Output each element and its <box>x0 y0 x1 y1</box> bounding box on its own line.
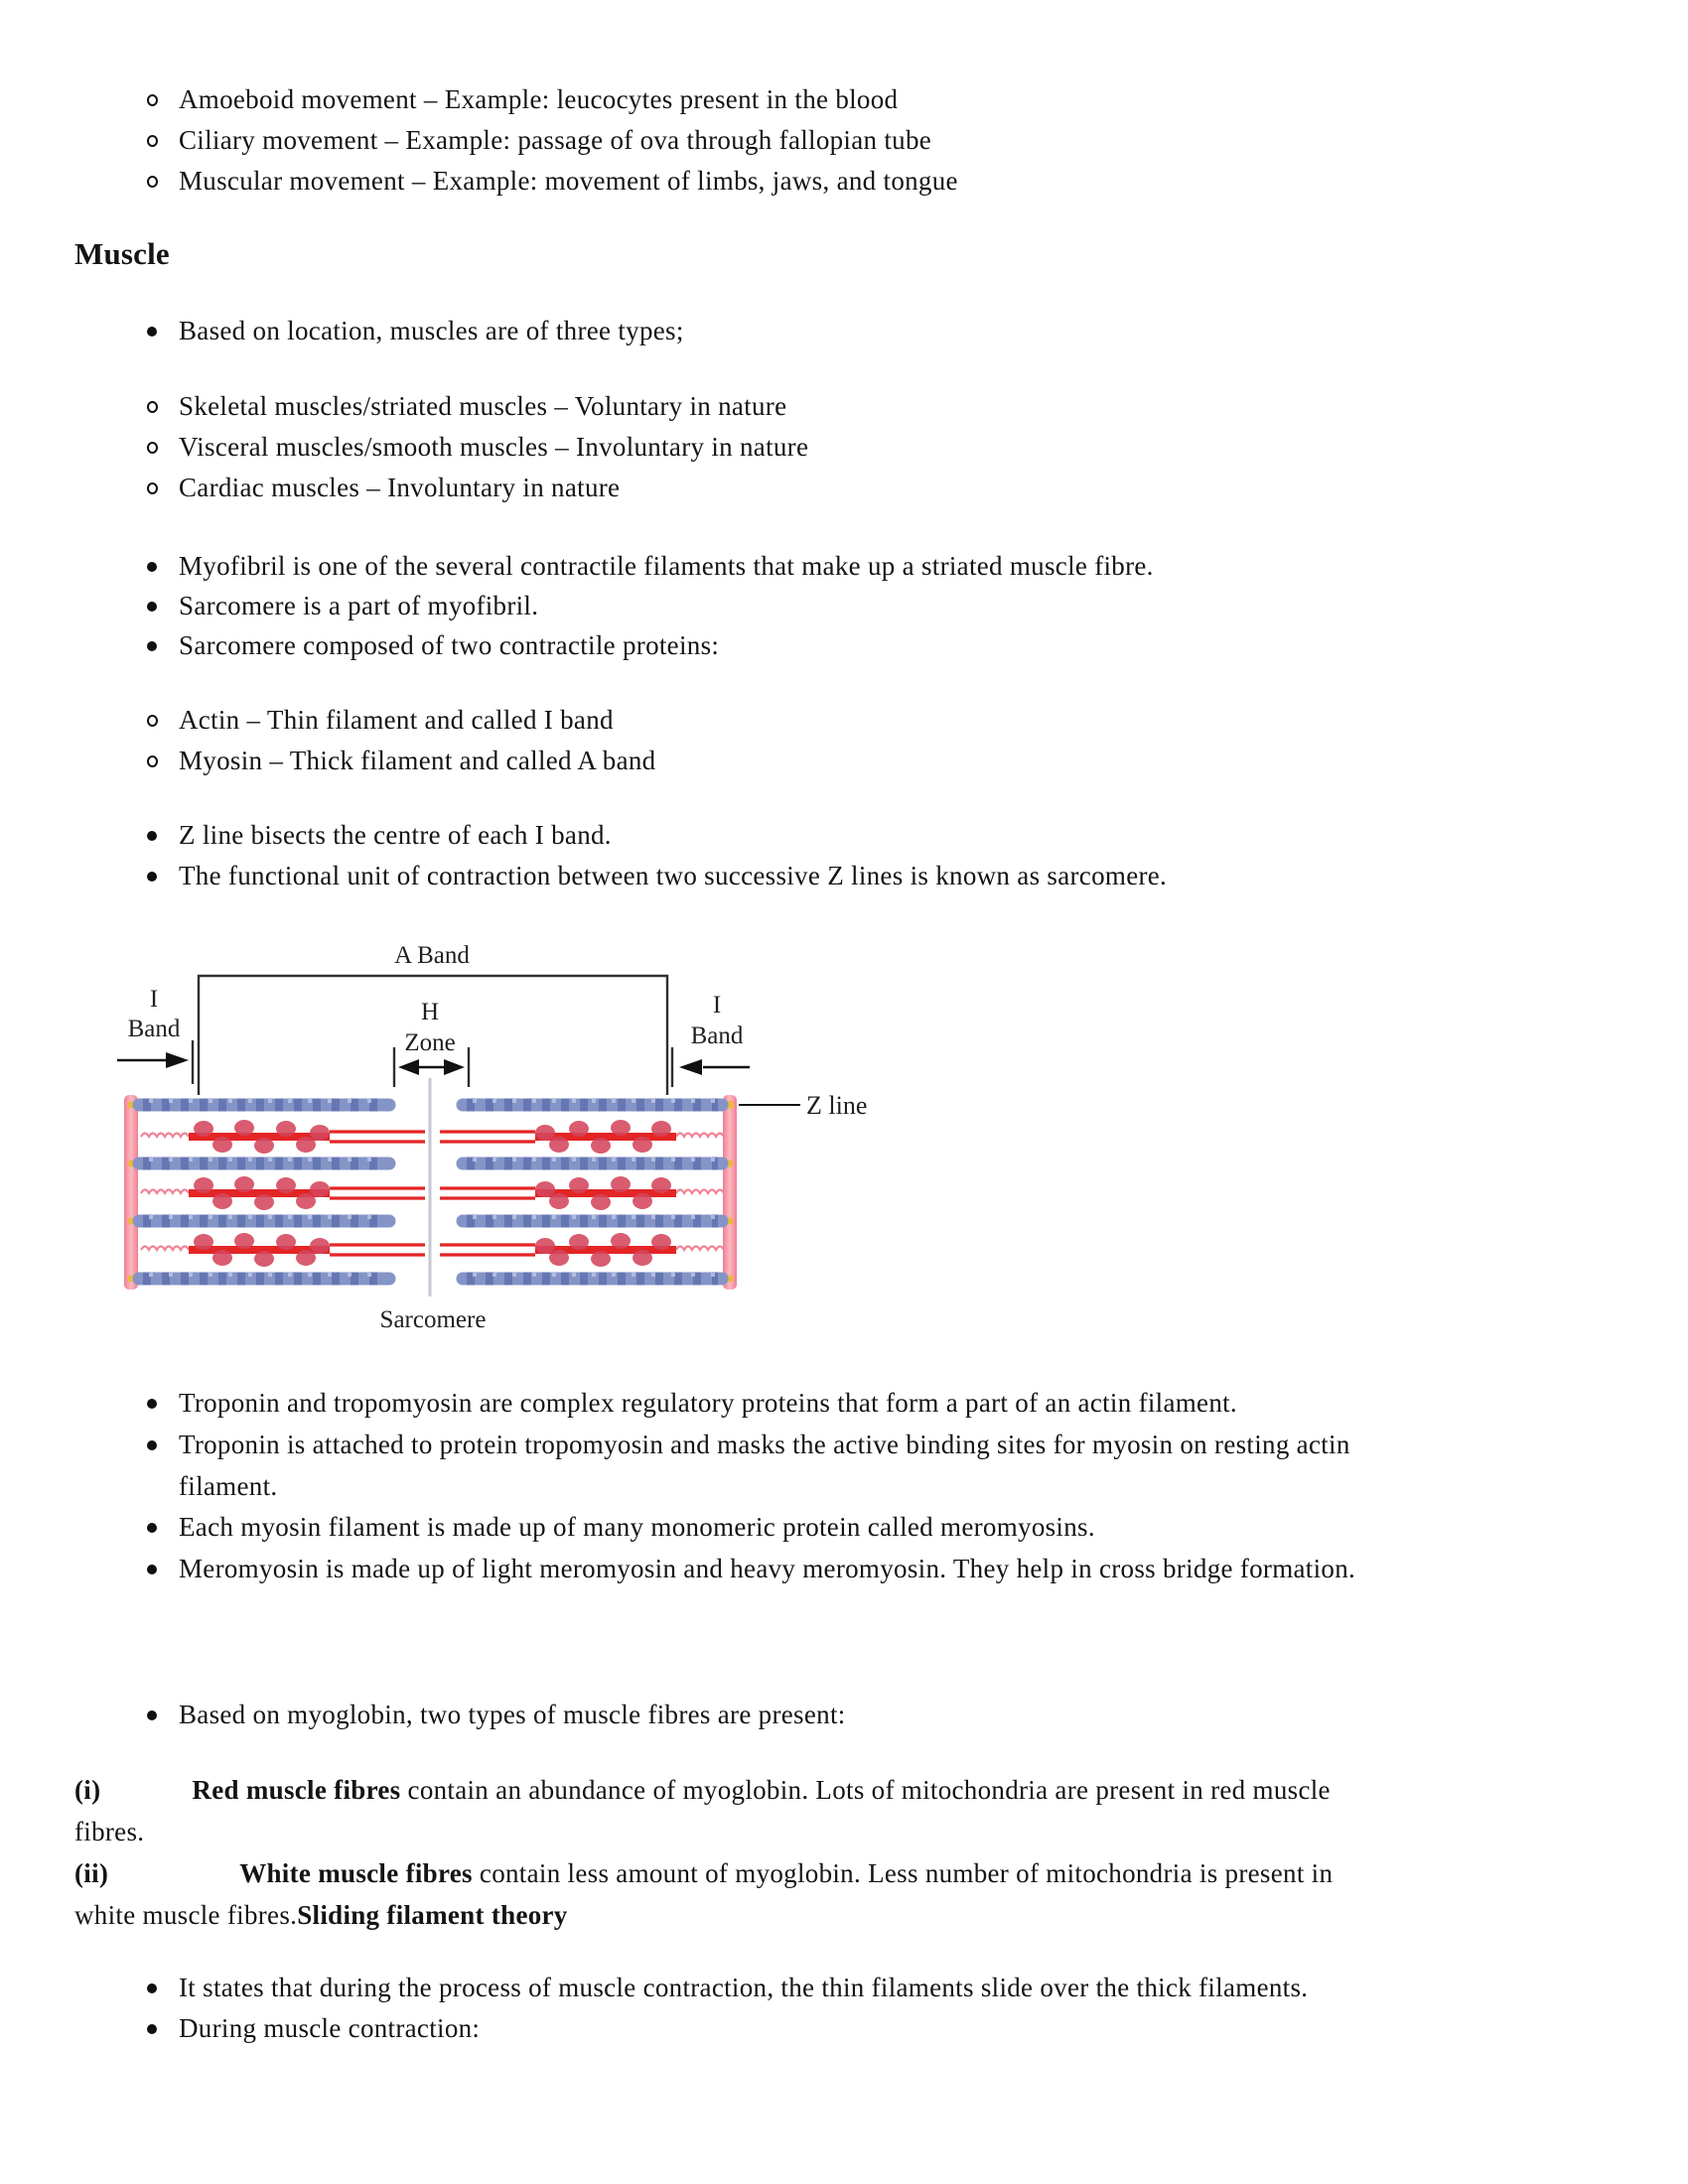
bullet-circle-icon <box>147 94 158 106</box>
bullet-item <box>179 385 1569 427</box>
bullet-filled-icon <box>147 1710 157 1720</box>
text-segment: Amoeboid movement – Example: leucocytes present in the blood <box>179 84 899 114</box>
text-segment: Z line bisects the centre of each I band. <box>179 820 612 850</box>
bullet-filled-icon <box>147 1565 157 1574</box>
bullet-circle-icon <box>147 135 158 147</box>
h-zone-label: H <box>420 999 440 1025</box>
bullet-item <box>179 585 1569 626</box>
text-segment: It states that during the process of muscle contraction, the thin filaments slide over the thick filaments. <box>179 1973 1309 2002</box>
bullet-item <box>179 78 1569 120</box>
text-segment: Sarcomere composed of two contractile proteins: <box>179 630 720 660</box>
bullet-item <box>179 1506 1569 1548</box>
a-band-label: A Band <box>394 942 470 969</box>
text-segment: Myofibril is one of the several contractile filaments that make up a striated muscle fibre. <box>179 551 1154 581</box>
text-segment: Troponin is attached to protein tropomyosin and masks the active binding sites for myosin on resting actin <box>179 1430 1350 1459</box>
bullet-filled-icon <box>147 1399 157 1409</box>
bullet-item <box>179 467 1569 508</box>
text-segment: Red muscle fibres <box>192 1775 401 1805</box>
i-band-left-label: Band <box>127 1016 181 1042</box>
text-segment: White muscle fibres <box>239 1858 473 1888</box>
bullet-circle-icon <box>147 176 158 188</box>
text-segment: During muscle contraction: <box>179 2013 481 2043</box>
text-segment: Sliding filament theory <box>297 1900 568 1930</box>
text-segment: Muscle <box>74 236 170 271</box>
text-segment: Based on myoglobin, two types of muscle fibres are present: <box>179 1700 846 1729</box>
bullet-item <box>179 1967 1569 2008</box>
text-segment: contain less amount of myoglobin. Less number of mitochondria is present in <box>472 1858 1334 1888</box>
tab-spacer <box>108 1881 239 1882</box>
text-segment: Myosin – Thick filament and called A band <box>179 746 656 775</box>
bullet-item <box>179 119 1569 161</box>
text-segment: Actin – Thin filament and called I band <box>179 705 614 735</box>
bullet-filled-icon <box>147 562 157 572</box>
bullet-item <box>179 855 1569 896</box>
text-segment: Cardiac muscles – Involuntary in nature <box>179 473 621 502</box>
bullet-filled-icon <box>147 602 157 612</box>
text-segment: Each myosin filament is made up of many monomeric protein called meromyosins. <box>179 1512 1095 1542</box>
bullet-filled-icon <box>147 1523 157 1533</box>
bullet-item <box>179 740 1569 781</box>
z-line-label: Z line <box>806 1091 868 1120</box>
text-segment: Meromyosin is made up of light meromyosin and heavy meromyosin. They help in cross bridge formation. <box>179 1554 1356 1583</box>
bullet-circle-icon <box>147 401 158 413</box>
text-segment: (i) <box>74 1775 101 1805</box>
text-segment: Skeletal muscles/striated muscles – Voluntary in nature <box>179 391 787 421</box>
bullet-filled-icon <box>147 872 157 882</box>
bullet-circle-icon <box>147 442 158 454</box>
bullet-filled-icon <box>147 2024 157 2034</box>
text-segment: fibres. <box>74 1817 145 1846</box>
bullet-item <box>179 1694 1569 1735</box>
i-band-right-arrow <box>679 1059 750 1075</box>
text-segment: Troponin and tropomyosin are complex regulatory proteins that form a part of an actin filament. <box>179 1388 1237 1418</box>
bullet-item <box>179 1548 1569 1589</box>
bullet-item <box>179 160 1569 202</box>
text-segment: Ciliary movement – Example: passage of ova through fallopian tube <box>179 125 932 155</box>
i-band-right-label: I <box>712 992 722 1019</box>
bullet-item <box>179 699 1569 741</box>
i-band-left-arrow <box>117 1052 189 1068</box>
numbered-paragraph <box>74 1852 1594 1936</box>
numbered-paragraph <box>74 1769 1594 1852</box>
text-segment: Sarcomere is a part of myofibril. <box>179 591 539 620</box>
text-segment: filament. <box>179 1471 278 1501</box>
tab-spacer <box>100 1798 192 1799</box>
bullet-circle-icon <box>147 482 158 494</box>
text-segment: Based on location, muscles are of three types; <box>179 316 684 345</box>
h-zone-arrow <box>398 1059 465 1075</box>
text-segment: Muscular movement – Example: movement of limbs, jaws, and tongue <box>179 166 958 196</box>
bullet-item <box>179 545 1569 587</box>
text-segment: Visceral muscles/smooth muscles – Involuntary in nature <box>179 432 809 462</box>
bullet-item <box>179 2007 1569 2049</box>
bullet-item <box>179 1382 1569 1424</box>
sarcomere-diagram <box>74 933 948 1340</box>
bullet-filled-icon <box>147 1440 157 1450</box>
bullet-filled-icon <box>147 831 157 841</box>
text-segment: (ii) <box>74 1858 109 1888</box>
bullet-item <box>179 310 1569 351</box>
section-heading <box>74 233 1465 275</box>
myosin-filaments <box>141 1120 724 1267</box>
bullet-filled-icon <box>147 641 157 651</box>
text-segment: white muscle fibres. <box>74 1900 298 1930</box>
bullet-circle-icon <box>147 715 158 727</box>
bullet-item <box>179 426 1569 468</box>
i-band-left-label: I <box>149 986 159 1013</box>
text-segment: The functional unit of contraction between two successive Z lines is known as sarcomere. <box>179 861 1168 890</box>
bullet-filled-icon <box>147 1983 157 1993</box>
bullet-item <box>179 814 1569 856</box>
h-zone-label: Zone <box>404 1029 456 1056</box>
i-band-right-label: Band <box>690 1023 744 1049</box>
sarcomere-label: Sarcomere <box>379 1306 487 1333</box>
text-segment: contain an abundance of myoglobin. Lots of mitochondria are present in red muscle <box>400 1775 1331 1805</box>
bullet-filled-icon <box>147 327 157 337</box>
bullet-item <box>179 1424 1569 1507</box>
bullet-circle-icon <box>147 755 158 767</box>
bullet-item <box>179 624 1569 666</box>
